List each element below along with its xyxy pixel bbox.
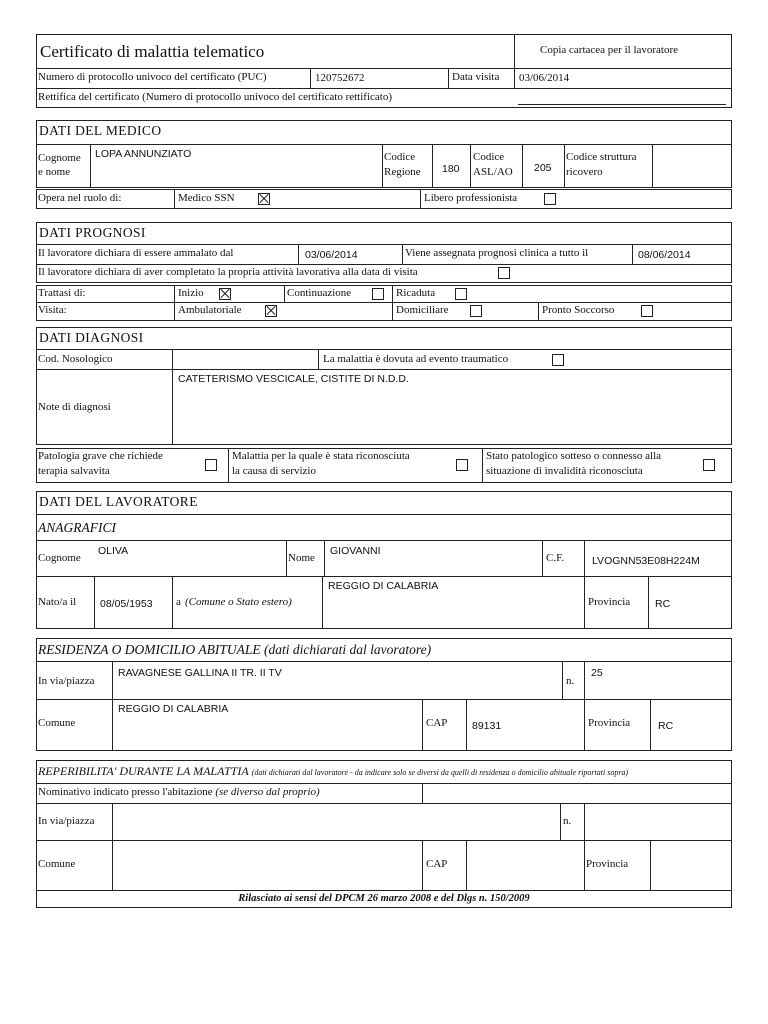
res-street-label: In via/piazza: [38, 675, 95, 687]
prognosi-heading: DATI PROGNOSI: [39, 225, 146, 240]
res-province-label: Provincia: [588, 717, 631, 729]
free-checkbox[interactable]: [544, 193, 556, 205]
rep-number-label: n.: [563, 815, 572, 827]
ssn-checkbox[interactable]: [258, 193, 270, 205]
struct-label: Codice struttura: [566, 151, 637, 163]
notes-label: Note di diagnosi: [38, 401, 111, 413]
trauma-checkbox[interactable]: [552, 354, 564, 366]
rep-province-label: Provincia: [586, 858, 629, 870]
rectify-label: Rettifica del certificato (Numero di protocollo univoco del certificato rettificato): [38, 91, 392, 103]
completed-label: Il lavoratore dichiara di aver completato la propria attività lavorativa alla data di visita: [38, 266, 418, 278]
worker-name-label: Nome: [288, 552, 315, 564]
residenza-heading-note: (dati dichiarati dal lavoratore): [264, 642, 432, 657]
free-label: Libero professionista: [424, 192, 518, 204]
ill-from-value: 03/06/2014: [305, 249, 358, 261]
rep-city-label: Comune: [38, 858, 76, 870]
medico-heading: DATI DEL MEDICO: [39, 123, 162, 138]
visit-date-value: 03/06/2014: [519, 72, 570, 84]
footer-note: Rilasciato ai sensi del DPCM 26 marzo 2008 e del Dlgs n. 150/2009: [238, 893, 530, 904]
region-label-2: Regione: [384, 166, 421, 178]
grave-checkbox[interactable]: [205, 459, 217, 471]
nominativo-label: [38, 786, 320, 799]
res-city-label: Comune: [38, 717, 76, 729]
surname-value: OLIVA: [98, 545, 129, 557]
servizio-label: Malattia per la quale è stata riconosciuta: [232, 450, 410, 462]
notes-value: CATETERISMO VESCICALE, CISTITE DI N.D.D.: [178, 373, 409, 385]
medico-name-value: LOPA ANNUNZIATO: [95, 148, 192, 160]
diagnosi-heading: DATI DIAGNOSI: [39, 330, 144, 345]
asl-value: 205: [534, 162, 552, 174]
reperibilita-heading: [38, 764, 628, 780]
asl-label-2: ASL/AO: [473, 166, 513, 178]
ricaduta-checkbox[interactable]: [455, 288, 467, 300]
domiciliare-label: Domiciliare: [396, 304, 449, 316]
res-city-value: REGGIO DI CALABRIA: [118, 703, 229, 715]
pronto-checkbox[interactable]: [641, 305, 653, 317]
domiciliare-checkbox[interactable]: [470, 305, 482, 317]
lavoratore-heading: DATI DEL LAVORATORE: [39, 494, 198, 509]
invalidita-label-2: situazione di invalidità riconosciuta: [486, 465, 643, 477]
visit-label: Visita:: [38, 304, 67, 316]
struct-label-2: ricovero: [566, 166, 603, 178]
region-label: Codice: [384, 151, 416, 163]
trauma-label: La malattia è dovuta ad evento traumatico: [323, 353, 509, 365]
nominativo-label-text: Nominativo indicato presso l'abitazione: [38, 786, 213, 798]
rep-street-label: In via/piazza: [38, 815, 95, 827]
inizio-checkbox[interactable]: [219, 288, 231, 300]
res-cap-value: 89131: [472, 720, 502, 732]
worker-province-value: RC: [655, 598, 671, 610]
residenza-heading-title: RESIDENZA O DOMICILIO ABITUALE: [38, 642, 261, 657]
asl-label: Codice: [473, 151, 505, 163]
inizio-label: Inizio: [178, 287, 204, 299]
res-street-value: RAVAGNESE GALLINA II TR. II TV: [118, 667, 282, 679]
res-number-value: 25: [591, 667, 603, 679]
cf-label: C.F.: [546, 552, 565, 564]
grave-label-2: terapia salvavita: [38, 465, 110, 477]
role-row: [36, 189, 732, 209]
grave-label: Patologia grave che richiede: [38, 450, 163, 462]
rep-cap-label: CAP: [426, 858, 448, 870]
surname-label: Cognome: [38, 552, 81, 564]
prognosis-value: 08/06/2014: [638, 249, 691, 261]
puc-value: 120752672: [315, 72, 365, 84]
ambulatoriale-label: Ambulatoriale: [178, 304, 242, 316]
invalidita-checkbox[interactable]: [703, 459, 715, 471]
place-hint: (Comune o Stato estero): [185, 596, 292, 608]
residenza-heading: [38, 642, 431, 658]
noso-label: Cod. Nosologico: [38, 353, 113, 365]
medico-name-label: Cognome: [38, 152, 81, 164]
reperibilita-heading-title: REPERIBILITA' DURANTE LA MALATTIA: [38, 764, 249, 778]
anagrafici-subheading: ANAGRAFICI: [38, 520, 116, 535]
place-value: REGGIO DI CALABRIA: [328, 580, 439, 592]
continuazione-checkbox[interactable]: [372, 288, 384, 300]
res-number-label: n.: [566, 675, 575, 687]
pronto-label: Pronto Soccorso: [542, 304, 615, 316]
medico-name-label-2: e nome: [38, 166, 71, 178]
cf-value: LVOGNN53E08H224M: [592, 555, 700, 567]
page-title: Certificato di malattia telematico: [40, 42, 265, 61]
ssn-label: Medico SSN: [178, 192, 235, 204]
copy-label: Copia cartacea per il lavoratore: [540, 44, 679, 56]
worker-province-label: Provincia: [588, 596, 631, 608]
res-province-value: RC: [658, 720, 674, 732]
servizio-checkbox[interactable]: [456, 459, 468, 471]
treatment-rows: [36, 285, 732, 321]
visit-date-label: Data visita: [452, 71, 500, 83]
prognosis-label: Viene assegnata prognosi clinica a tutto il: [405, 247, 589, 259]
puc-label: Numero di protocollo univoco del certificato (PUC): [38, 71, 267, 83]
region-value: 180: [442, 163, 460, 175]
servizio-label-2: la causa di servizio: [232, 465, 316, 477]
reperibilita-heading-note: (dati dichiarati dal lavoratore - da indicare solo se diversi da quelli di residenza o domicilio abituale riportati sopra): [251, 768, 629, 777]
completed-checkbox[interactable]: [498, 267, 510, 279]
res-cap-label: CAP: [426, 717, 448, 729]
ill-from-label: Il lavoratore dichiara di essere ammalato dal: [38, 247, 234, 259]
ambulatoriale-checkbox[interactable]: [265, 305, 277, 317]
born-label: Nato/a il: [38, 596, 77, 608]
nominativo-hint: (se diverso dal proprio): [215, 786, 320, 798]
continuazione-label: Continuazione: [287, 287, 352, 299]
role-label: Opera nel ruolo di:: [38, 192, 122, 204]
invalidita-label: Stato patologico sotteso o connesso alla: [486, 450, 662, 462]
worker-name-value: GIOVANNI: [330, 545, 381, 557]
type-label: Trattasi di:: [38, 287, 86, 299]
born-value: 08/05/1953: [100, 598, 153, 610]
place-prefix: a: [176, 596, 181, 608]
ricaduta-label: Ricaduta: [396, 287, 436, 299]
